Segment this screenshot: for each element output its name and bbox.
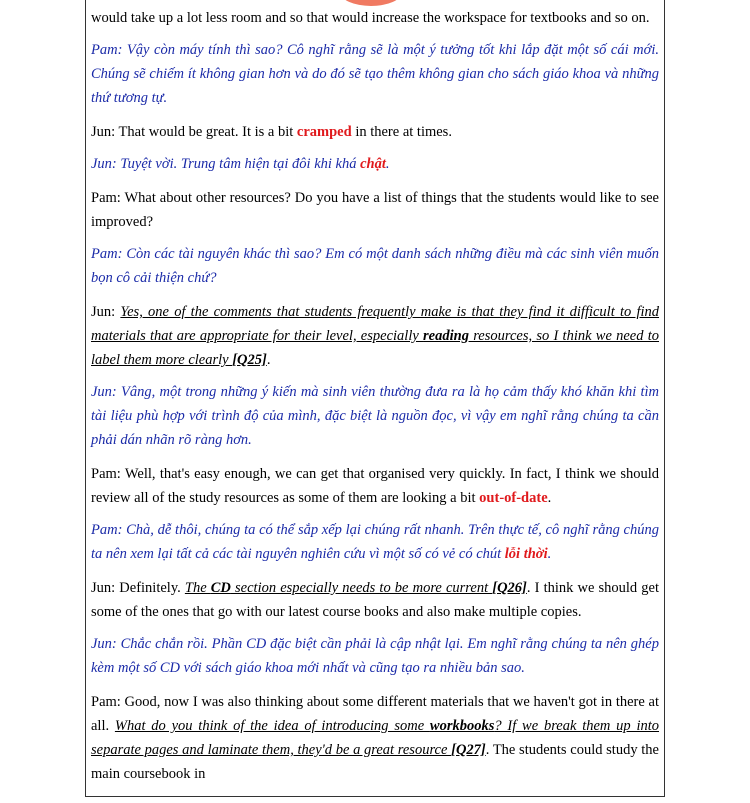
translation-paragraph: Jun: Chắc chắn rồi. Phần CD đặc biệt cần phải là cập nhật lại. Em nghĩ rằng chúng ta nên ghép kèm một số CD với sách giáo khoa mới nhất và cũng tạo ra nhiều bản sao. [91, 636, 659, 676]
dialogue-paragraph [91, 690, 659, 786]
text-span: Jun: That would be great. It is a bit [91, 124, 297, 140]
text-span: Pam: Well, that's easy enough, we can get that organised very quickly. In fact, I think we should review all of the study resources as some of them are looking a bit [91, 466, 659, 506]
highlight-word: chật [360, 156, 386, 172]
text-span: in there at times. [351, 124, 452, 140]
text-span: Jun: Definitely. [91, 580, 185, 596]
underlined-text: What do you think of the idea of introducing some [114, 718, 430, 734]
translation-paragraph: Pam: Vậy còn máy tính thì sao? Cô nghĩ rằng sẽ là một ý tưởng tốt khi lắp đặt một số cái mới. Chúng sẽ chiếm ít không gian hơn và do đó sẽ tạo thêm không gian cho sách giáo khoa và những thứ tương tự. [91, 42, 659, 106]
question-tag: [Q25] [232, 352, 267, 368]
underlined-text: Yes, one of the comments that students frequently make is that they find it difficult to find materials that are appropriate for their level, especially [91, 304, 660, 344]
question-tag: [Q27] [451, 742, 486, 758]
text-span: . [547, 490, 552, 506]
paragraph-continuation: would take up a lot less room and so that would increase the workspace for textbooks and so on. [91, 10, 650, 26]
underlined-text: resources, so I think we need to label them more clearly [91, 328, 660, 368]
text-span: Pam: Chà, dễ thôi, chúng ta có thể sắp xếp lại chúng rất nhanh. Trên thực tế, cô nghĩ rằng chúng ta nên xem lại tất cả các tài nguyên nghiên cứu vì một số có vẻ có chút [91, 522, 659, 562]
dialogue-paragraph [91, 300, 659, 372]
underlined-text: section especially needs to be more current [230, 580, 493, 596]
text-span: . [547, 546, 552, 562]
text-span: . I think we should get some of the ones that go with our latest course books and also make multiple copies. [91, 580, 660, 620]
translation-paragraph [91, 152, 659, 176]
text-span: Jun: Tuyệt vời. Trung tâm hiện tại đôi khi khá [91, 156, 361, 172]
highlight-word: lỗi thời [504, 546, 548, 562]
text-span: . [385, 156, 390, 172]
underlined-text: ? If we break them up into separate pages and laminate them, they'd be a great resource [91, 718, 660, 758]
translation-paragraph [91, 518, 659, 566]
keyword: reading [423, 328, 469, 344]
translation-paragraph: Jun: Vâng, một trong những ý kiến mà sinh viên thường đưa ra là họ cảm thấy khó khăn khi tìm tài liệu phù hợp với trình độ của mình, đặc biệt là nguồn đọc, vì vậy em nghĩ rằng chúng ta cần phải dán nhãn rõ ràng hơn. [91, 384, 659, 448]
highlight-word: cramped [296, 124, 352, 140]
text-span: . The students could study the main coursebook in [91, 742, 659, 782]
highlight-word: out-of-date [479, 490, 548, 506]
text-span: . [266, 352, 271, 368]
keyword: CD [210, 580, 231, 596]
dialogue-paragraph [91, 462, 659, 510]
speaker-label: Jun: [91, 304, 121, 320]
transcript [91, 6, 659, 794]
dialogue-paragraph [91, 120, 659, 144]
text-span: Pam: Good, now I was also thinking about some different materials that we haven't got in there at all. [91, 694, 659, 734]
keyword: workbooks [429, 718, 495, 734]
translation-paragraph: Pam: Còn các tài nguyên khác thì sao? Em có một danh sách những điều mà các sinh viên muốn bọn cô cải thiện chứ? [91, 246, 659, 286]
dialogue-paragraph: Pam: What about other resources? Do you have a list of things that the students would like to see improved? [91, 190, 659, 230]
dialogue-paragraph [91, 576, 659, 624]
underlined-text: The [184, 580, 211, 596]
question-tag: [Q26] [492, 580, 527, 596]
